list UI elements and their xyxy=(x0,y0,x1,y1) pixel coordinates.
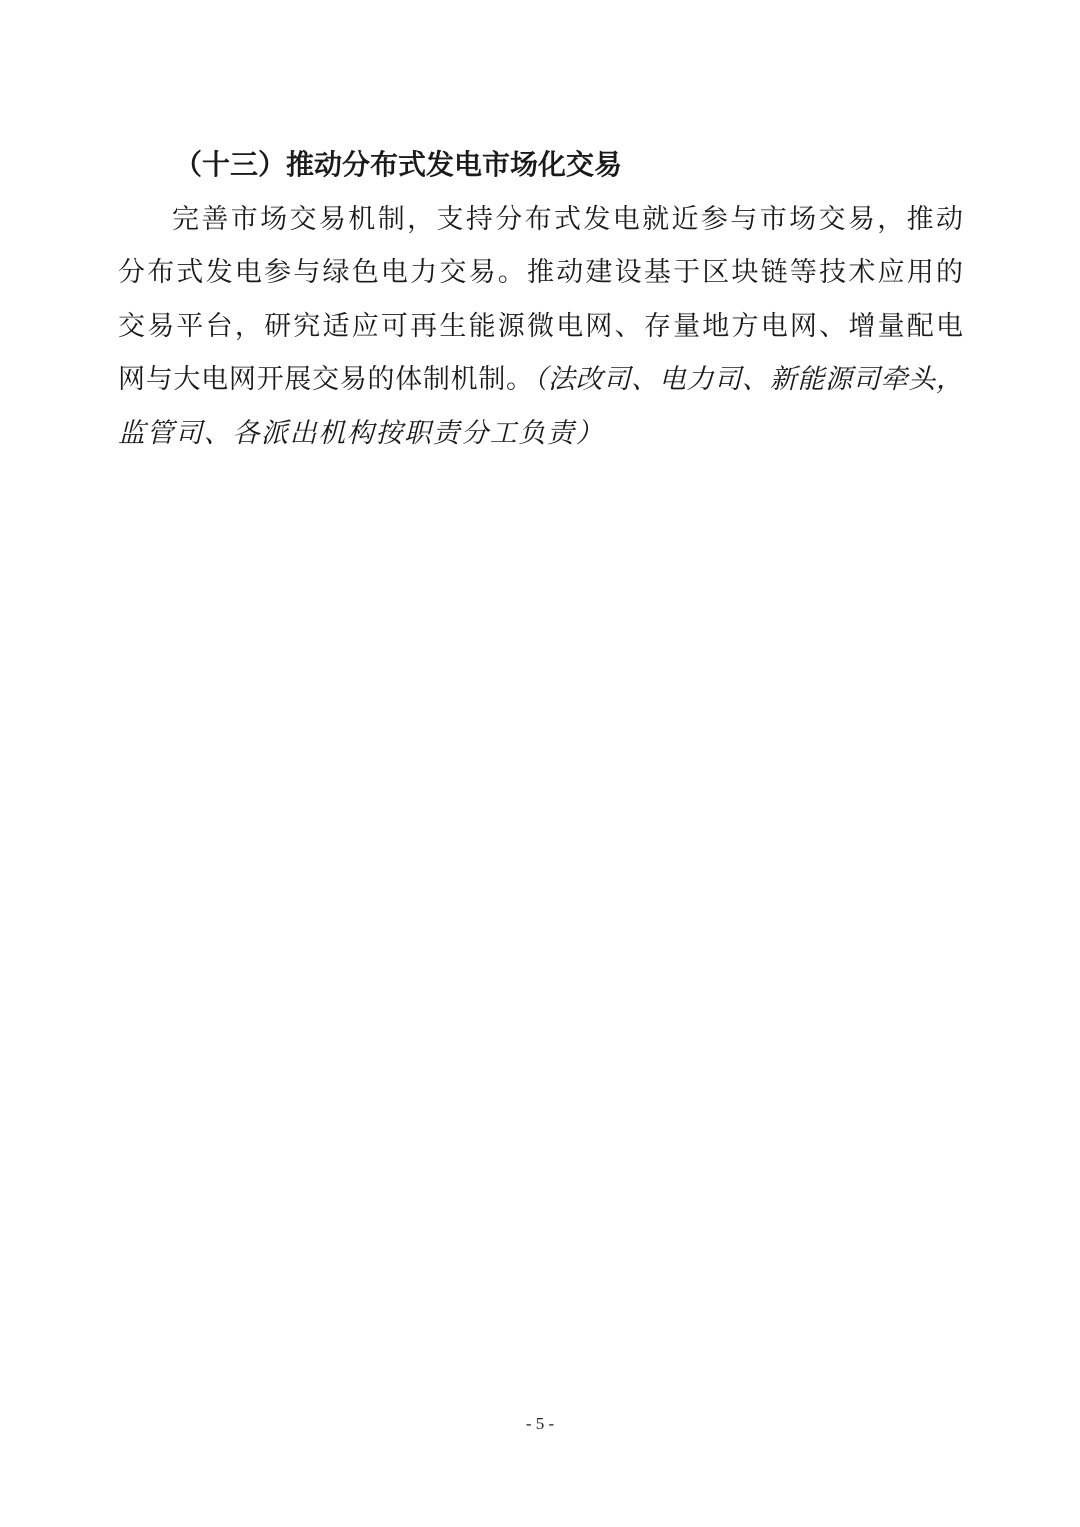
section-heading: （十三）推动分布式发电市场化交易 xyxy=(174,150,623,181)
body-line-5: 监管司、各派出机构按职责分工负责） xyxy=(118,417,605,448)
body-line-3: 交易平台，研究适应可再生能源微电网、存量地方电网、增量配电 xyxy=(118,310,963,341)
page-number: - 5 - xyxy=(525,1414,555,1433)
page-content xyxy=(0,0,1080,460)
paragraph xyxy=(118,193,963,461)
body-line-1: 完善市场交易机制，支持分布式发电就近参与市场交易，推动 xyxy=(172,203,963,234)
body-line-4 xyxy=(118,353,963,407)
body-line-4-text: 网与大电网开展交易的体制机制。 xyxy=(118,364,534,394)
responsibility-note-start: （法改司、电力司、新能源司牵头， xyxy=(533,364,963,394)
body-line-2: 分布式发电参与绿色电力交易。推动建设基于区块链等技术应用的 xyxy=(118,257,963,287)
